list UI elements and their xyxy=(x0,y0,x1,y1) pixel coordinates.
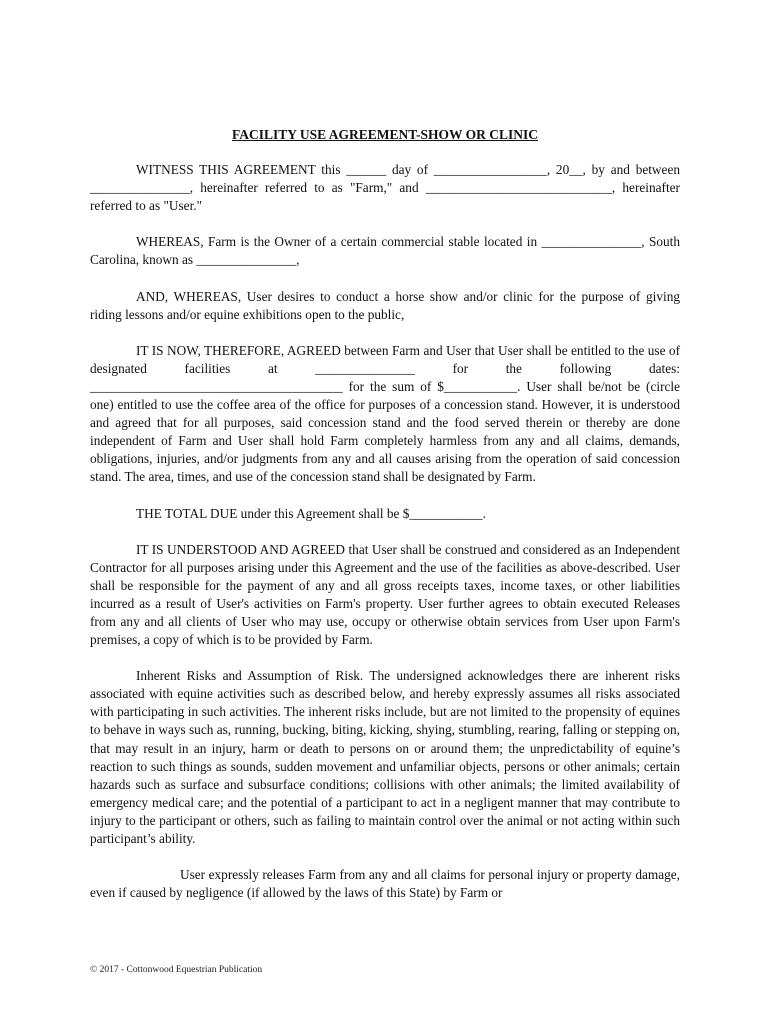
independent-contractor-paragraph: IT IS UNDERSTOOD AND AGREED that User shall be construed and considered as an Independent Contractor for all purposes arising under this Agreement and the use of the facilities as above-described. User shall be responsible for the payment of any and all gross receipts taxes, income taxes, or other liabilities incurred as a result of User's activities on Farm's property. User further agrees to obtain executed Releases from any and all clients of User who may use, occupy or otherwise obtain services from User upon Farm's premises, a copy of which is to be provided by Farm. xyxy=(90,541,680,648)
agreed-use-paragraph: IT IS NOW, THEREFORE, AGREED between Farm and User that User shall be entitled to the use of designated facilities at _______________ for the following dates: ______________________________________ for the sum of $___________. User shall be/not be (circle one) entitled to use the coffee area of the office for purposes of a concession stand. However, it is understood and agreed that for all purposes, said concession stand and the food served therein or thereby are done independent of Farm and User shall hold Farm completely harmless from any and all claims, demands, obligations, injuries, and/or judgments from any and all causes arising from the operation of said concession stand. The area, times, and use of the concession stand shall be designated by Farm. xyxy=(90,342,680,485)
document-title: FACILITY USE AGREEMENT-SHOW OR CLINIC xyxy=(231,127,539,142)
whereas-owner-paragraph: WHEREAS, Farm is the Owner of a certain commercial stable located in _______________, South Carolina, known as _______________, xyxy=(90,234,680,268)
inherent-risks-paragraph: Inherent Risks and Assumption of Risk. The undersigned acknowledges there are inherent risks associated with equine activities such as described below, and hereby expressly assumes all risks associated with participating in such activities. The inherent risks include, but are not limited to the propensity of equines to behave in ways such as, running, bucking, biting, kicking, shying, stumbling, rearing, falling or stepping on, that may result in an injury, harm or death to persons on or around them; the unpredictability of equine’s reaction to such things as sounds, sudden movement and unfamiliar objects, persons or other animals; certain hazards such as surface and subsurface conditions; collisions with other animals; the limited availability of emergency medical care; and the potential of a participant to act in a negligent manner that may contribute to injury to the participant or others, such as failing to maintain control over the animal or not acting within such participant’s ability. xyxy=(90,668,680,846)
release-paragraph: User expressly releases Farm from any and all claims for personal injury or property damage, even if caused by negligence (if allowed by the laws of this State) by Farm or xyxy=(90,867,680,901)
total-due-paragraph: THE TOTAL DUE under this Agreement shall be $___________. xyxy=(136,505,486,521)
whereas-user-paragraph: AND, WHEREAS, User desires to conduct a horse show and/or clinic for the purpose of giving riding lessons and/or equine exhibitions open to the public, xyxy=(90,288,680,322)
witness-paragraph: WITNESS THIS AGREEMENT this ______ day of _________________, 20__, by and between _______________, hereinafter referred to as "Farm," and ____________________________, hereinafter referred to as "User." xyxy=(90,162,680,214)
copyright-footer: © 2017 - Cottonwood Equestrian Publication xyxy=(90,965,263,975)
document-body xyxy=(90,126,680,920)
